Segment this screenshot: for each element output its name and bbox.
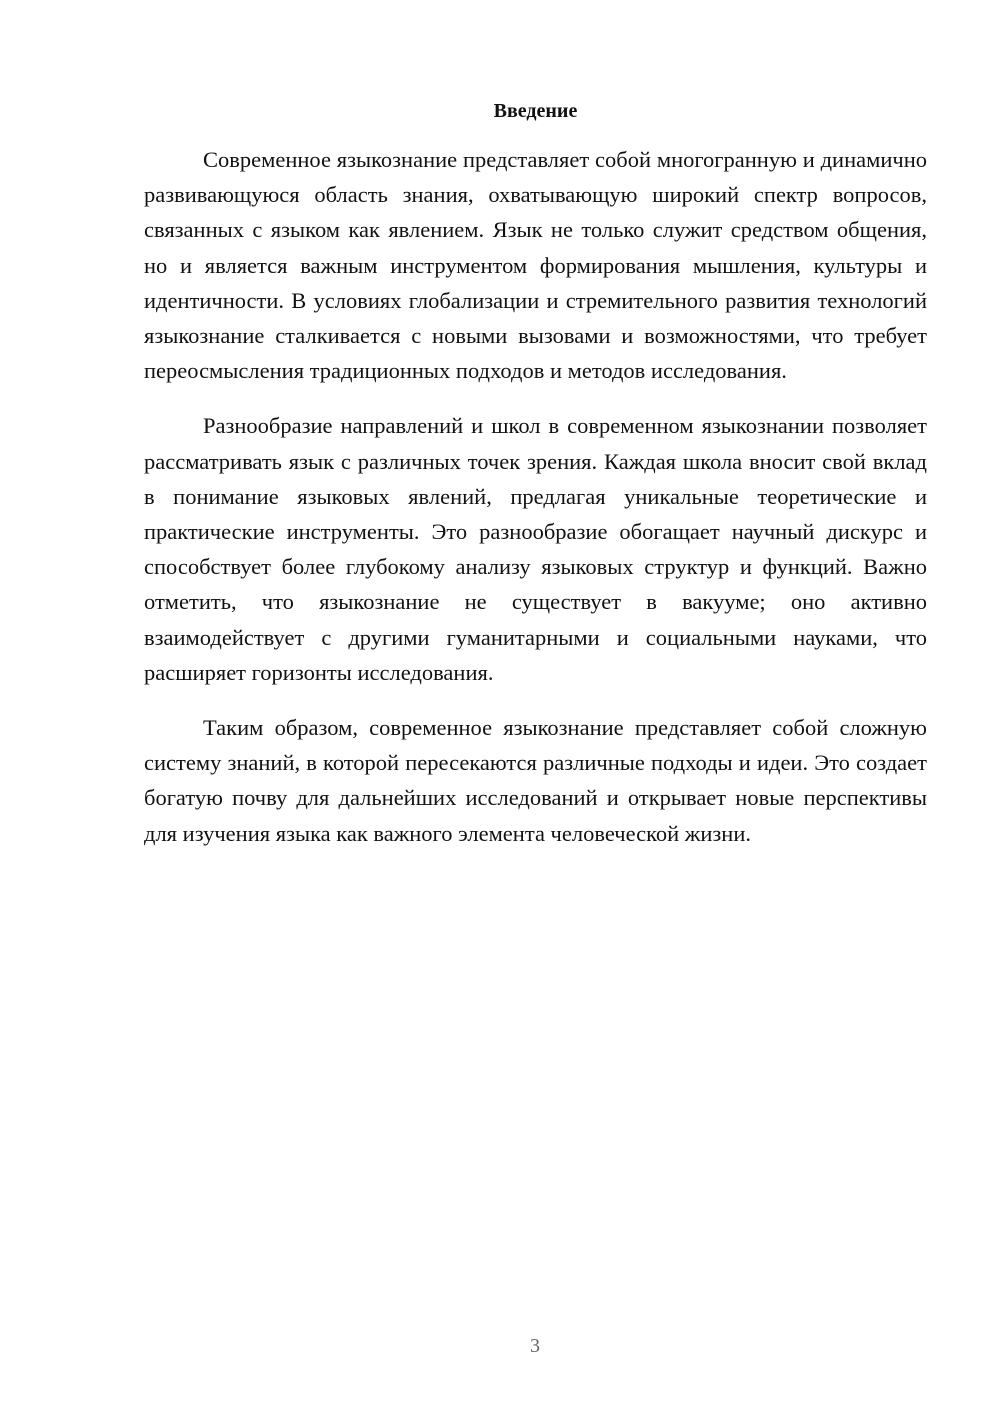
section-heading: Введение — [493, 100, 578, 122]
body-text — [144, 142, 927, 871]
page-number: 3 — [530, 1335, 540, 1357]
paragraph: Разнообразие направлений и школ в современном языкознании позволяет рассматривать язык с различных точек зрения. Каждая школа вносит свой вклад в понимание языковых явлений, предлагая уникальные теоретические и практические инструменты. Это разнообразие обогащает научный дискурс и способствует более глубокому анализу языковых структур и функций. Важно отметить, что языкознание не существует в вакууме; оно активно взаимодействует с другими гуманитарными и социальными науками, что расширяет горизонты исследования. — [144, 413, 927, 685]
paragraph: Современное языкознание представляет собой многогранную и динамично развивающуюся область знания, охватывающую широкий спектр вопросов, связанных с языком как явлением. Язык не только служит средством общения, но и является важным инструментом формирования мышления, культуры и идентичности. В условиях глобализации и стремительного развития технологий языкознание сталкивается с новыми вызовами и возможностями, что требует переосмысления традиционных подходов и методов исследования. — [144, 147, 927, 384]
paragraph: Таким образом, современное языкознание представляет собой сложную систему знаний, в которой пересекаются различные подходы и идеи. Это создает богатую почву для дальнейших исследований и открывает новые перспективы для изучения языка как важного элемента человеческой жизни. — [144, 715, 927, 846]
